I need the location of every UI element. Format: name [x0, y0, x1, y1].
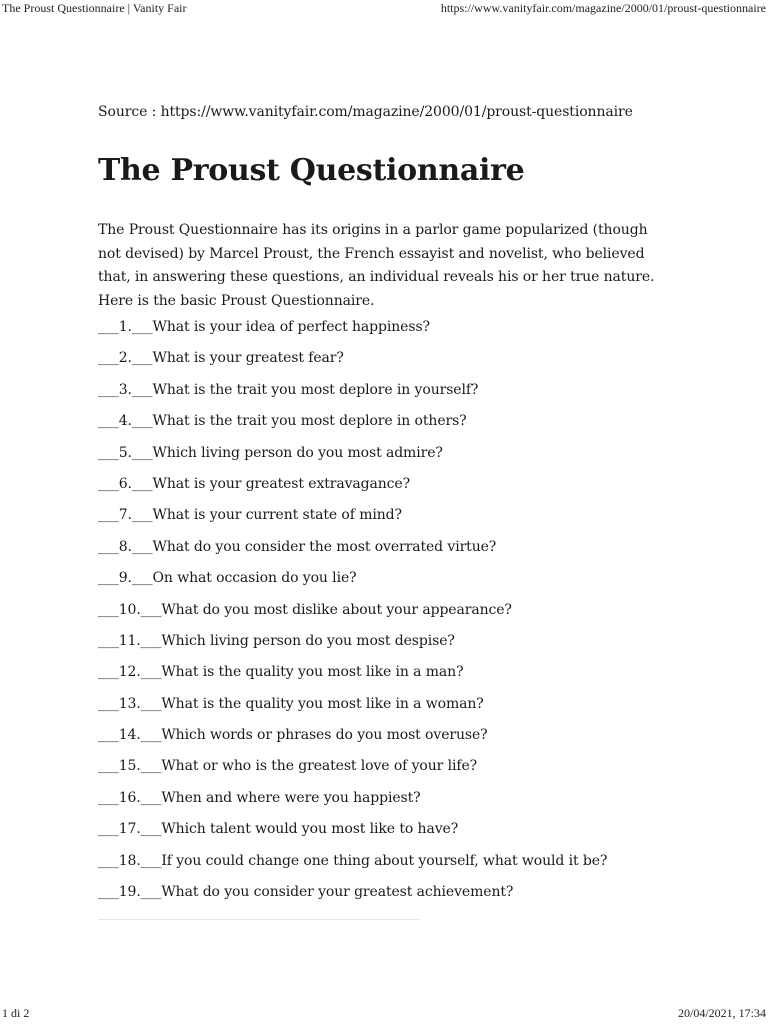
question-item: ___14.___Which words or phrases do you most overuse? [98, 727, 488, 744]
question-item: ___8.___What do you consider the most overrated virtue? [98, 538, 497, 555]
question-item: ___10.___What do you most dislike about your appearance? [98, 601, 512, 618]
question-item: ___9.___On what occasion do you lie? [98, 570, 357, 587]
question-item: ___12.___What is the quality you most like in a man? [98, 664, 464, 681]
source-line: Source : https://www.vanityfair.com/magazine/2000/01/proust-questionnaire [98, 104, 633, 120]
question-item: ___6.___What is your greatest extravagance? [98, 475, 411, 492]
question-item: ___4.___What is the trait you most deplore in others? [98, 413, 467, 430]
question-item: ___1.___What is your idea of perfect happiness? [98, 319, 430, 335]
question-item: ___16.___When and where were you happiest? [98, 789, 421, 806]
page-title: The Proust Questionnaire [98, 153, 525, 188]
question-list [98, 317, 607, 913]
question-item: ___18.___If you could change one thing about yourself, what would it be? [98, 852, 608, 869]
question-item: ___19.___What do you consider your greatest achievement? [98, 884, 514, 901]
print-footer [0, 1006, 768, 1021]
question-item: ___2.___What is your greatest fear? [98, 350, 344, 367]
question-item: ___3.___What is the trait you most deplore in yourself? [98, 381, 479, 398]
question-item: ___13.___What is the quality you most like in a woman? [98, 695, 484, 712]
question-item: ___11.___Which living person do you most despise? [98, 632, 455, 649]
print-header [0, 1, 768, 16]
divider [98, 919, 420, 920]
question-item: ___17.___Which talent would you most like to have? [98, 821, 459, 838]
question-item: ___7.___What is your current state of mind? [98, 507, 402, 524]
print-url: https://www.vanityfair.com/magazine/2000/01/proust-questionnaire [440, 1, 766, 15]
intro-paragraph: The Proust Questionnaire has its origins in a parlor game popularized (though not devised) by Marcel Proust, the French essayist and novelist, who believed that, in answering these questions, an individual reveals his or her true nature. Here is the basic Proust Questionnaire. [98, 222, 655, 309]
page-number: 1 di 2 [2, 1006, 30, 1020]
question-item: ___15.___What or who is the greatest love of your life? [98, 758, 478, 775]
print-page-title: The Proust Questionnaire | Vanity Fair [2, 1, 187, 15]
print-datetime: 20/04/2021, 17:34 [677, 1006, 766, 1020]
question-item: ___5.___Which living person do you most admire? [98, 444, 443, 461]
